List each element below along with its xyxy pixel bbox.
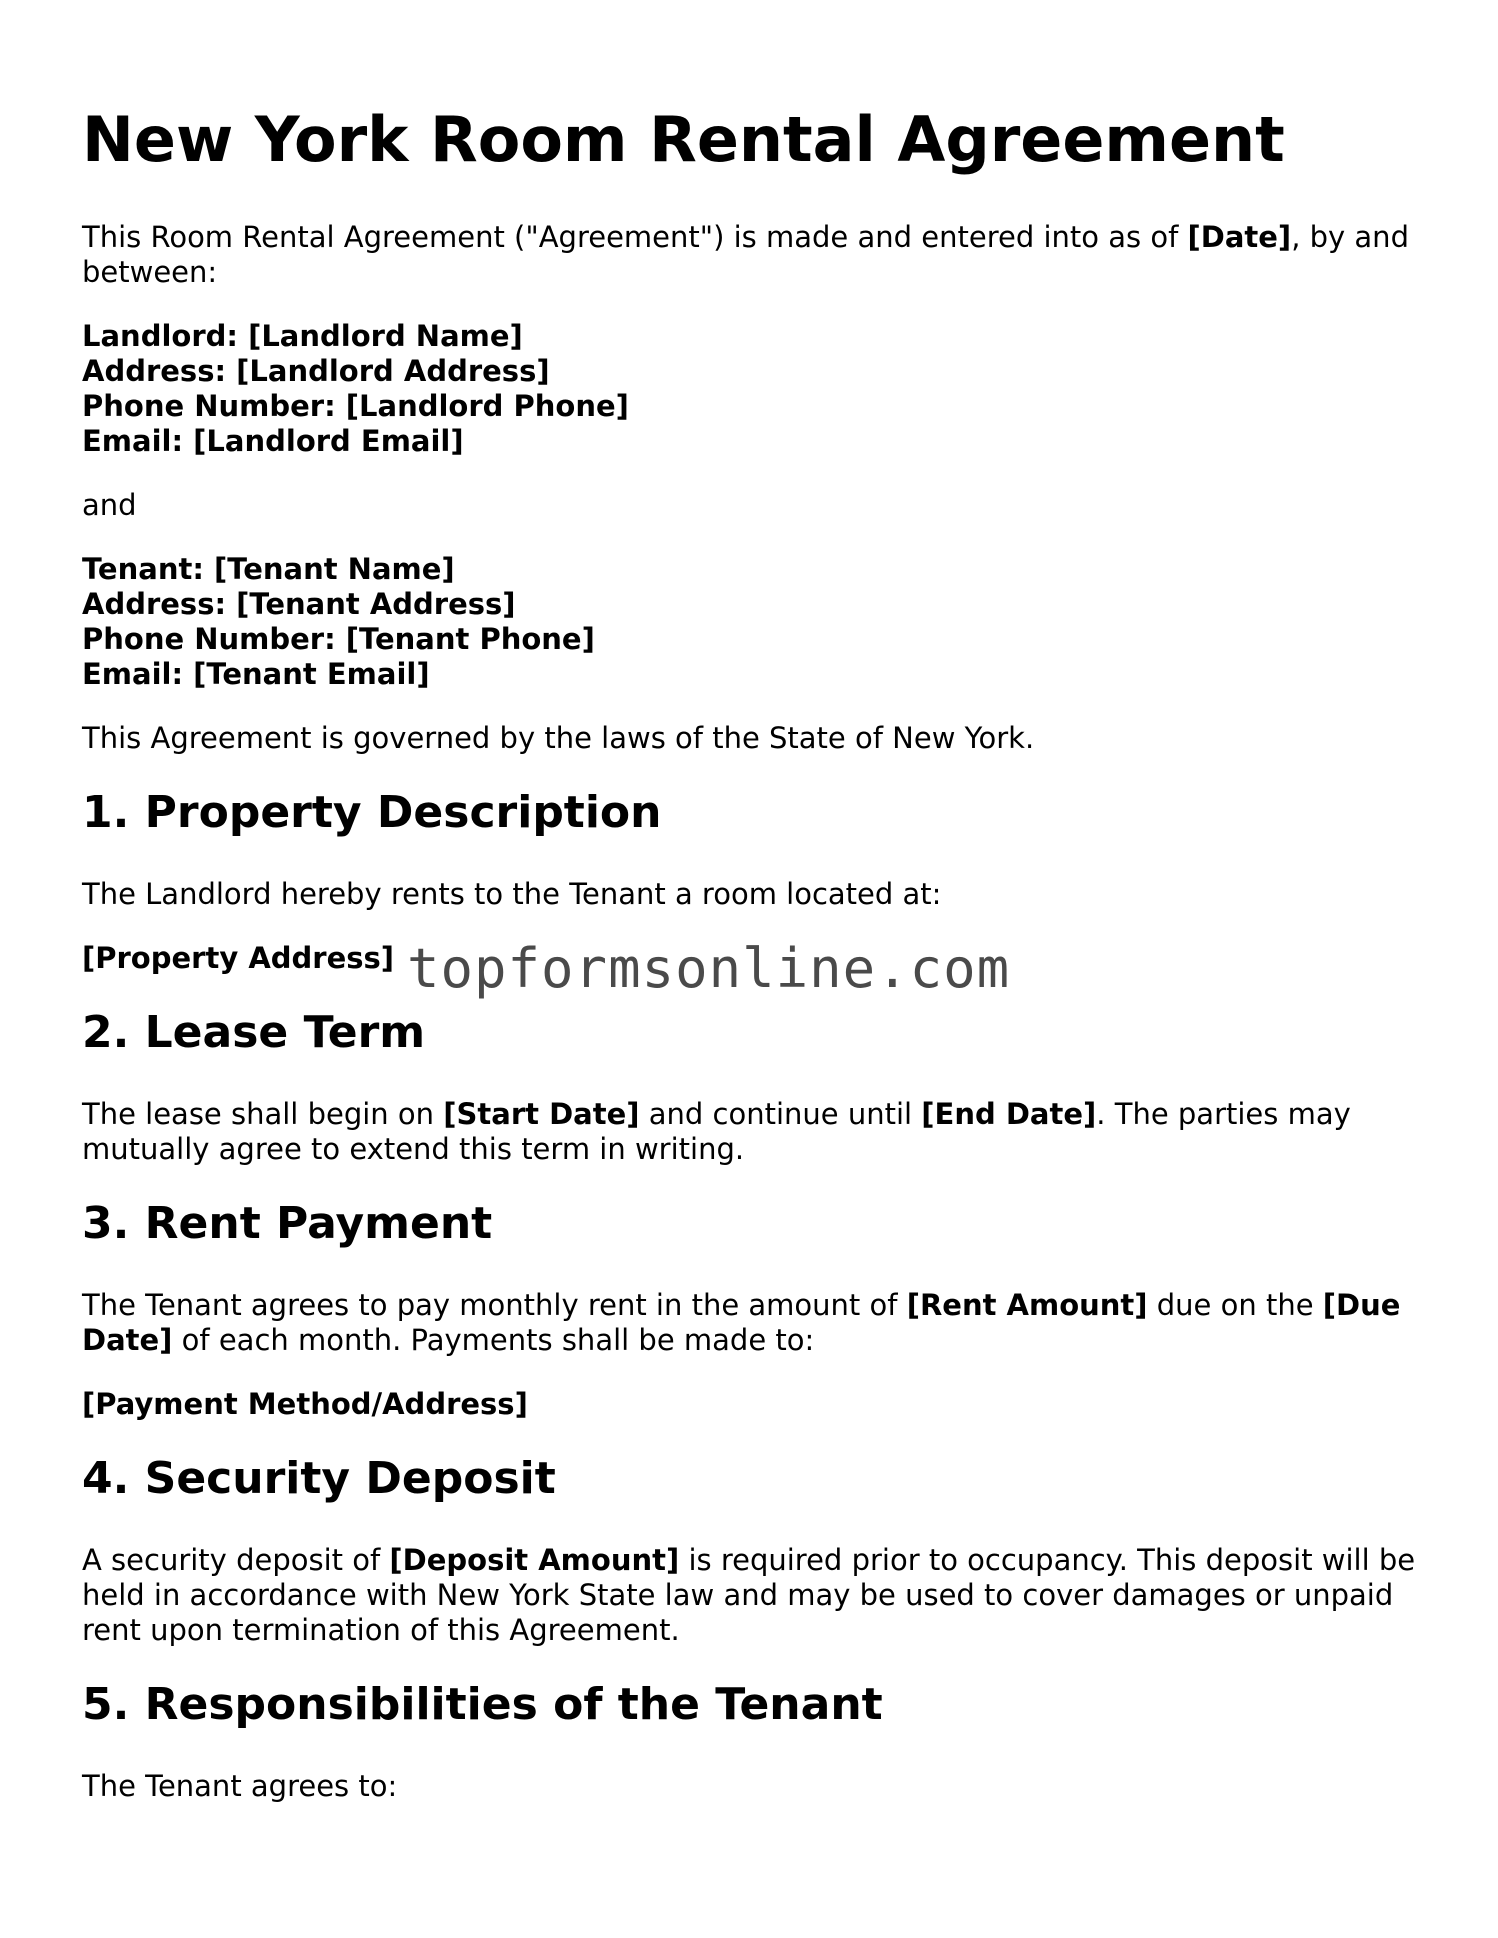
start-date-placeholder: [Start Date]: [443, 1097, 640, 1131]
payment-method-placeholder: [Payment Method/Address]: [82, 1387, 528, 1421]
section-lease-heading: 2. Lease Term: [82, 1007, 426, 1058]
date-placeholder: [Date]: [1187, 220, 1292, 254]
deposit-text-1: A security deposit of: [82, 1543, 390, 1577]
lease-text-1: The lease shall begin on: [82, 1097, 444, 1131]
tenant-address: Address: [Tenant Address]: [82, 587, 516, 621]
section-deposit-text: [82, 1543, 1422, 1648]
section-tenant-resp-heading: 5. Responsibilities of the Tenant: [82, 1679, 883, 1730]
landlord-email: Email: [Landlord Email]: [82, 424, 464, 458]
document-title: New York Room Rental Agreement: [82, 103, 1285, 176]
landlord-address: Address: [Landlord Address]: [82, 354, 550, 388]
intro-text-before: This Room Rental Agreement ("Agreement") is made and entered into as of: [82, 220, 1188, 254]
tenant-email: Email: [Tenant Email]: [82, 657, 430, 691]
intro-paragraph: [82, 220, 1422, 290]
section-deposit-heading: 4. Security Deposit: [82, 1453, 556, 1504]
and-text: and: [82, 488, 137, 522]
section-lease-text: [82, 1097, 1422, 1167]
section-rent-text: [82, 1288, 1422, 1358]
due-date-placeholder: [Due Date]: [82, 1288, 1401, 1357]
landlord-name: Landlord: [Landlord Name]: [82, 319, 523, 353]
rent-amount-placeholder: [Rent Amount]: [906, 1288, 1148, 1322]
rent-text-3: of each month. Payments shall be made to:: [172, 1323, 815, 1357]
section-property-text: The Landlord hereby rents to the Tenant a room located at:: [82, 877, 942, 911]
lease-text-2: and continue until: [639, 1097, 922, 1131]
lease-text-3: . The parties may mutually agree to extend this term in writing.: [82, 1097, 1351, 1166]
deposit-amount-placeholder: [Deposit Amount]: [389, 1543, 680, 1577]
end-date-placeholder: [End Date]: [921, 1097, 1097, 1131]
tenant-phone: Phone Number: [Tenant Phone]: [82, 622, 595, 656]
tenant-name: Tenant: [Tenant Name]: [82, 552, 455, 586]
governing-law-text: This Agreement is governed by the laws of the State of New York.: [82, 721, 1035, 755]
section-tenant-resp-text: The Tenant agrees to:: [82, 1769, 398, 1803]
section-property-heading: 1. Property Description: [82, 787, 662, 838]
intro-text-after: , by and between:: [82, 220, 1409, 289]
section-rent-heading: 3. Rent Payment: [82, 1198, 493, 1249]
document-page: [82, 100, 1422, 1833]
landlord-block: [82, 319, 1422, 459]
deposit-text-2: is required prior to occupancy. This deposit will be held in accordance with New York State law and may be used to cover damages or unpaid rent upon termination of this Agreement.: [82, 1543, 1416, 1647]
property-address-line: [82, 937, 1422, 1000]
property-address-placeholder: [Property Address]: [82, 941, 395, 975]
landlord-phone: Phone Number: [Landlord Phone]: [82, 389, 629, 423]
watermark: topformsonline.com: [407, 937, 1011, 1000]
rent-text-1: The Tenant agrees to pay monthly rent in the amount of: [82, 1288, 907, 1322]
tenant-block: [82, 552, 1422, 692]
rent-text-2: due on the: [1147, 1288, 1323, 1322]
